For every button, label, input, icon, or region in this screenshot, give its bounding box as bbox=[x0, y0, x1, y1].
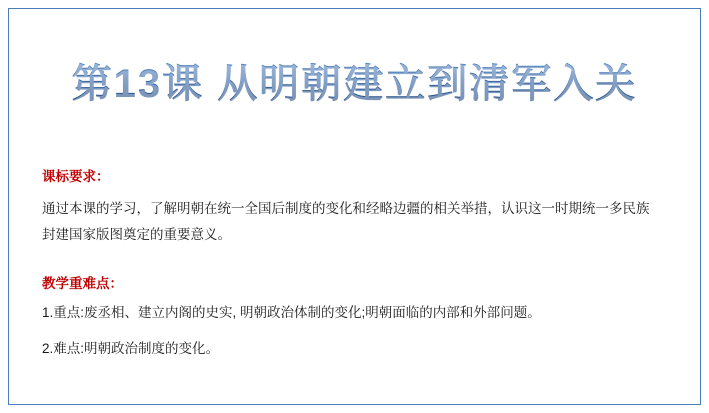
section-curriculum-standard bbox=[42, 168, 667, 249]
section-heading-curriculum-standard: 课标要求： bbox=[42, 169, 110, 184]
slide-border-bottom bbox=[8, 404, 701, 405]
section-heading-key-difficulties: 教学重难点： bbox=[42, 275, 123, 291]
slide-title: 第13课 从明朝建立到清军入关 bbox=[0, 52, 709, 109]
slide-body bbox=[42, 168, 667, 374]
curriculum-standard-line-2: 封建国家版图奠定的重要意义。 bbox=[42, 227, 231, 243]
section-key-difficulties bbox=[42, 275, 667, 360]
curriculum-standard-line-1: 通过本课的学习，了解明朝在统一全国后制度的变化和经略边疆的相关举措，认识这一时期统一多民族 bbox=[42, 200, 650, 216]
slide-border-top bbox=[8, 8, 701, 9]
difficult-point-item: 2.难点:明朝政治制度的变化。 bbox=[42, 341, 220, 356]
key-point-item: 1.重点:废丞相、建立内阁的史实, 明朝政治体制的变化;明朝面临的内部和外部问题。 bbox=[42, 305, 541, 321]
